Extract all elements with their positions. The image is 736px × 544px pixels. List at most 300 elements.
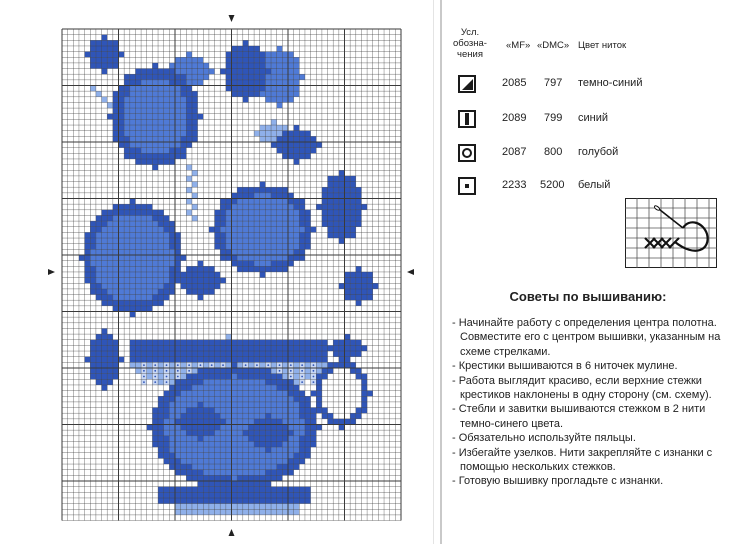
stitch-cell [237, 436, 243, 442]
stitch-cell [135, 108, 141, 114]
stitch-cell [311, 345, 317, 351]
stitch-cell [158, 153, 164, 159]
stitch-cell [339, 176, 345, 182]
stitch-cell [90, 52, 96, 58]
stitch-cell [232, 238, 238, 244]
stitch-cell [265, 255, 271, 261]
stitch-cell [113, 357, 119, 363]
stitch-cell [345, 351, 351, 357]
stitch-cell [147, 232, 153, 238]
stitch-cell [367, 391, 373, 397]
stitch-cell [135, 80, 141, 86]
stitch-cell [282, 221, 288, 227]
stitch-cell [164, 97, 170, 103]
stitch-cell [158, 215, 164, 221]
stitch-cell [96, 244, 102, 250]
stitch-cell [220, 199, 226, 205]
stitch-cell [356, 368, 362, 374]
stitch-cell [169, 345, 175, 351]
stitch-cell [124, 300, 130, 306]
stitch-cell [215, 475, 221, 481]
stitch-cell [135, 221, 141, 227]
stitch-cell [147, 153, 153, 159]
stitch-cell [96, 63, 102, 69]
stitch-cell [243, 408, 249, 414]
stitch-cell [254, 441, 260, 447]
stitch-cell [220, 436, 226, 442]
stitch-cell [248, 498, 254, 504]
stitch-cell [367, 283, 373, 289]
stitch-cell [294, 153, 300, 159]
stitch-cell [147, 351, 153, 357]
stitch-cell [243, 504, 249, 510]
stitch-cell [90, 46, 96, 52]
stitch-cell [299, 244, 305, 250]
stitch-cell [135, 289, 141, 295]
stitch-cell [237, 396, 243, 402]
stitch-cell [265, 261, 271, 267]
stitch-cell [220, 238, 226, 244]
stitch-cell [90, 40, 96, 46]
stitch-cell [232, 221, 238, 227]
stitch-cell [254, 266, 260, 272]
stitch-cell [316, 345, 322, 351]
stitch-cell [147, 102, 153, 108]
stitch-cell [124, 278, 130, 284]
stitch-cell [141, 266, 147, 272]
stitch-cell [186, 63, 192, 69]
stitch-cell [169, 413, 175, 419]
stitch-cell [345, 193, 351, 199]
stitch-cell [186, 509, 192, 515]
stitch-mark [177, 376, 179, 378]
stitch-cell [254, 470, 260, 476]
stitch-cell [102, 266, 108, 272]
stitch-cell [299, 345, 305, 351]
stitch-cell [254, 413, 260, 419]
stitch-cell [135, 97, 141, 103]
stitch-cell [102, 215, 108, 221]
stitch-cell [254, 210, 260, 216]
stitch-cell [248, 210, 254, 216]
stitch-cell [96, 91, 102, 97]
stitch-cell [220, 379, 226, 385]
stitch-cell [130, 227, 136, 233]
stitch-cell [226, 74, 232, 80]
stitch-cell [254, 458, 260, 464]
tip-item: - Готовую вышивку прогладьте с изнанки. [452, 475, 664, 488]
stitch-cell [237, 86, 243, 92]
stitch-cell [198, 504, 204, 510]
stitch-cell [350, 199, 356, 205]
stitch-cell [169, 425, 175, 431]
stitch-cell [299, 227, 305, 233]
stitch-cell [209, 278, 215, 284]
stitch-cell [226, 402, 232, 408]
stitch-cell [124, 306, 130, 312]
stitch-cell [356, 221, 362, 227]
stitch-cell [164, 453, 170, 459]
stitch-cell [350, 221, 356, 227]
stitch-cell [96, 295, 102, 301]
stitch-cell [254, 46, 260, 52]
stitch-cell [181, 487, 187, 493]
stitch-cell [232, 481, 238, 487]
stitch-cell [198, 385, 204, 391]
stitch-cell [299, 396, 305, 402]
stitch-cell [181, 131, 187, 137]
stitch-cell [158, 492, 164, 498]
stitch-cell [265, 430, 271, 436]
stitch-cell [158, 374, 164, 380]
stitch-cell [124, 283, 130, 289]
stitch-cell [265, 385, 271, 391]
stitch-cell [260, 362, 266, 368]
stitch-cell [232, 244, 238, 250]
stitch-cell [265, 487, 271, 493]
stitch-cell [169, 385, 175, 391]
stitch-cell [152, 114, 158, 120]
stitch-cell [158, 300, 164, 306]
stitch-cell [299, 487, 305, 493]
stitch-cell [152, 300, 158, 306]
stitch-cell [220, 509, 226, 515]
stitch-cell [260, 436, 266, 442]
stitch-cell [282, 136, 288, 142]
stitch-cell [102, 289, 108, 295]
stitch-cell [215, 402, 221, 408]
stitch-cell [102, 57, 108, 63]
stitch-cell [107, 351, 113, 357]
stitch-cell [186, 391, 192, 397]
stitch-cell [113, 295, 119, 301]
stitch-cell [192, 136, 198, 142]
stitch-cell [248, 57, 254, 63]
stitch-cell [186, 436, 192, 442]
stitch-cell [192, 215, 198, 221]
stitch-cell [141, 91, 147, 97]
stitch-cell [107, 368, 113, 374]
stitch-cell [254, 385, 260, 391]
stitch-cell [192, 430, 198, 436]
stitch-cell [271, 385, 277, 391]
stitch-cell [152, 232, 158, 238]
stitch-cell [277, 402, 283, 408]
stitch-cell [164, 447, 170, 453]
stitch-cell [282, 261, 288, 267]
stitch-cell [90, 283, 96, 289]
stitch-cell [192, 368, 198, 374]
stitch-cell [164, 498, 170, 504]
stitch-cell [169, 464, 175, 470]
stitch-cell [277, 142, 283, 148]
stitch-cell [130, 114, 136, 120]
stitch-cell [311, 441, 317, 447]
stitch-cell [119, 238, 125, 244]
stitch-cell [175, 125, 181, 131]
stitch-cell [124, 227, 130, 233]
stitch-cell [215, 362, 221, 368]
stitch-cell [209, 464, 215, 470]
stitch-cell [294, 215, 300, 221]
stitch-cell [367, 289, 373, 295]
stitch-cell [164, 153, 170, 159]
stitch-cell [119, 283, 125, 289]
stitch-cell [243, 221, 249, 227]
stitch-cell [232, 52, 238, 58]
stitch-cell [175, 255, 181, 261]
stitch-cell [175, 425, 181, 431]
stitch-cell [158, 340, 164, 346]
stitch-cell [294, 63, 300, 69]
stitch-mark [211, 364, 213, 366]
stitch-cell [260, 504, 266, 510]
stitch-cell [243, 57, 249, 63]
stitch-cell [90, 272, 96, 278]
stitch-cell [107, 283, 113, 289]
stitch-cell [237, 509, 243, 515]
stitch-cell [141, 86, 147, 92]
stitch-cell [90, 374, 96, 380]
stitch-cell [141, 357, 147, 363]
stitch-cell [288, 351, 294, 357]
stitch-cell [119, 278, 125, 284]
stitch-cell [198, 374, 204, 380]
stitch-cell [294, 80, 300, 86]
stitch-cell [220, 221, 226, 227]
stitch-cell [215, 458, 221, 464]
stitch-cell [265, 199, 271, 205]
stitch-cell [124, 114, 130, 120]
stitch-cell [147, 91, 153, 97]
legend-header-mf: «MF» [506, 40, 531, 51]
stitch-cell [164, 345, 170, 351]
stitch-cell [215, 396, 221, 402]
stitch-cell [316, 362, 322, 368]
stitch-cell [119, 142, 125, 148]
stitch-cell [226, 413, 232, 419]
stitch-cell [175, 86, 181, 92]
stitch-cell [232, 492, 238, 498]
stitch-cell [282, 97, 288, 103]
stitch-cell [175, 396, 181, 402]
stitch-cell [175, 80, 181, 86]
stitch-cell [260, 458, 266, 464]
stitch-cell [316, 204, 322, 210]
stitch-cell [248, 453, 254, 459]
stitch-cell [271, 125, 277, 131]
stitch-cell [339, 182, 345, 188]
stitch-cell [248, 419, 254, 425]
stitch-cell [333, 232, 339, 238]
stitch-cell [96, 255, 102, 261]
stitch-cell [135, 272, 141, 278]
stitch-cell [220, 464, 226, 470]
stitch-cell [175, 453, 181, 459]
stitch-cell [260, 357, 266, 363]
stitch-mark [154, 381, 156, 383]
stitch-cell [265, 193, 271, 199]
stitch-cell [147, 125, 153, 131]
stitch-cell [130, 108, 136, 114]
stitch-cell [164, 458, 170, 464]
stitch-cell [203, 351, 209, 357]
stitch-cell [220, 481, 226, 487]
stitch-cell [85, 52, 91, 58]
stitch-cell [226, 464, 232, 470]
stitch-cell [226, 408, 232, 414]
stitch-cell [339, 232, 345, 238]
stitch-cell [288, 142, 294, 148]
stitch-cell [316, 357, 322, 363]
stitch-cell [192, 351, 198, 357]
stitch-cell [220, 368, 226, 374]
stitch-cell [288, 244, 294, 250]
stitch-cell [141, 136, 147, 142]
stitch-cell [248, 436, 254, 442]
stitch-cell [141, 232, 147, 238]
stitch-cell [248, 193, 254, 199]
stitch-cell [294, 249, 300, 255]
stitch-cell [254, 425, 260, 431]
stitch-cell [152, 272, 158, 278]
stitch-cell [277, 80, 283, 86]
stitch-cell [345, 227, 351, 233]
stitch-cell [220, 227, 226, 233]
stitch-cell [186, 187, 192, 193]
stitch-cell [198, 295, 204, 301]
stitch-cell [181, 148, 187, 154]
stitch-cell [361, 374, 367, 380]
stitch-cell [113, 374, 119, 380]
stitch-cell [96, 261, 102, 267]
stitch-cell [96, 40, 102, 46]
stitch-cell [186, 458, 192, 464]
stitch-cell [186, 408, 192, 414]
stitch-cell [232, 498, 238, 504]
stitch-cell [305, 430, 311, 436]
stitch-cell [232, 86, 238, 92]
stitch-cell [164, 340, 170, 346]
stitch-cell [209, 475, 215, 481]
stitch-cell [107, 227, 113, 233]
stitch-cell [152, 210, 158, 216]
stitch-cell [220, 453, 226, 459]
stitch-cell [350, 419, 356, 425]
stitch-cell [277, 148, 283, 154]
stitch-cell [141, 227, 147, 233]
stitch-cell [186, 97, 192, 103]
stitch-cell [96, 362, 102, 368]
stitch-cell [119, 131, 125, 137]
stitch-cell [209, 283, 215, 289]
stitch-cell [169, 379, 175, 385]
stitch-cell [243, 261, 249, 267]
stitch-cell [254, 464, 260, 470]
legend-header-dmc: «DMC» [537, 40, 570, 51]
stitch-cell [350, 278, 356, 284]
stitch-cell [192, 69, 198, 75]
stitch-cell [124, 289, 130, 295]
stitch-cell [141, 295, 147, 301]
stitch-cell [271, 69, 277, 75]
stitch-cell [181, 441, 187, 447]
stitch-cell [311, 419, 317, 425]
stitch-cell [226, 379, 232, 385]
stitch-cell [152, 436, 158, 442]
stitch-cell [141, 278, 147, 284]
stitch-cell [152, 244, 158, 250]
legend-row [458, 144, 718, 164]
stitch-cell [175, 504, 181, 510]
stitch-cell [305, 487, 311, 493]
stitch-cell [113, 232, 119, 238]
stitch-cell [186, 498, 192, 504]
stitch-cell [147, 108, 153, 114]
stitch-cell [299, 74, 305, 80]
stitch-cell [260, 413, 266, 419]
stitch-cell [265, 221, 271, 227]
stitch-cell [305, 215, 311, 221]
stitch-cell [356, 374, 362, 380]
stitch-cell [248, 408, 254, 414]
stitch-cell [186, 289, 192, 295]
stitch-cell [158, 362, 164, 368]
stitch-cell [203, 63, 209, 69]
legend-dmc-code: 797 [544, 77, 563, 89]
stitch-cell [237, 368, 243, 374]
stitch-cell [192, 385, 198, 391]
stitch-cell [243, 391, 249, 397]
stitch-cell [333, 210, 339, 216]
stitch-cell [203, 419, 209, 425]
stitch-cell [203, 74, 209, 80]
stitch-cell [209, 458, 215, 464]
stitch-cell [175, 114, 181, 120]
stitch-cell [119, 210, 125, 216]
stitch-cell [203, 509, 209, 515]
legend-color-name: белый [578, 179, 611, 191]
stitch-cell [107, 215, 113, 221]
stitch-cell [220, 232, 226, 238]
stitch-cell [277, 244, 283, 250]
stitch-cell [265, 374, 271, 380]
stitch-cell [169, 142, 175, 148]
stitch-cell [203, 402, 209, 408]
stitch-cell [220, 357, 226, 363]
stitch-cell [220, 504, 226, 510]
stitch-cell [248, 458, 254, 464]
stitch-cell [361, 272, 367, 278]
stitch-cell [248, 351, 254, 357]
stitch-cell [147, 114, 153, 120]
stitch-cell [254, 345, 260, 351]
stitch-cell [288, 436, 294, 442]
stitch-cell [175, 441, 181, 447]
stitch-cell [226, 509, 232, 515]
stitch-cell [265, 402, 271, 408]
stitch-cell [243, 91, 249, 97]
stitch-cell [220, 210, 226, 216]
stitch-cell [135, 119, 141, 125]
stitch-cell [192, 289, 198, 295]
stitch-cell [192, 453, 198, 459]
stitch-cell [215, 487, 221, 493]
stitch-cell [141, 97, 147, 103]
stitch-cell [124, 119, 130, 125]
stitch-cell [226, 345, 232, 351]
stitch-cell [328, 187, 334, 193]
